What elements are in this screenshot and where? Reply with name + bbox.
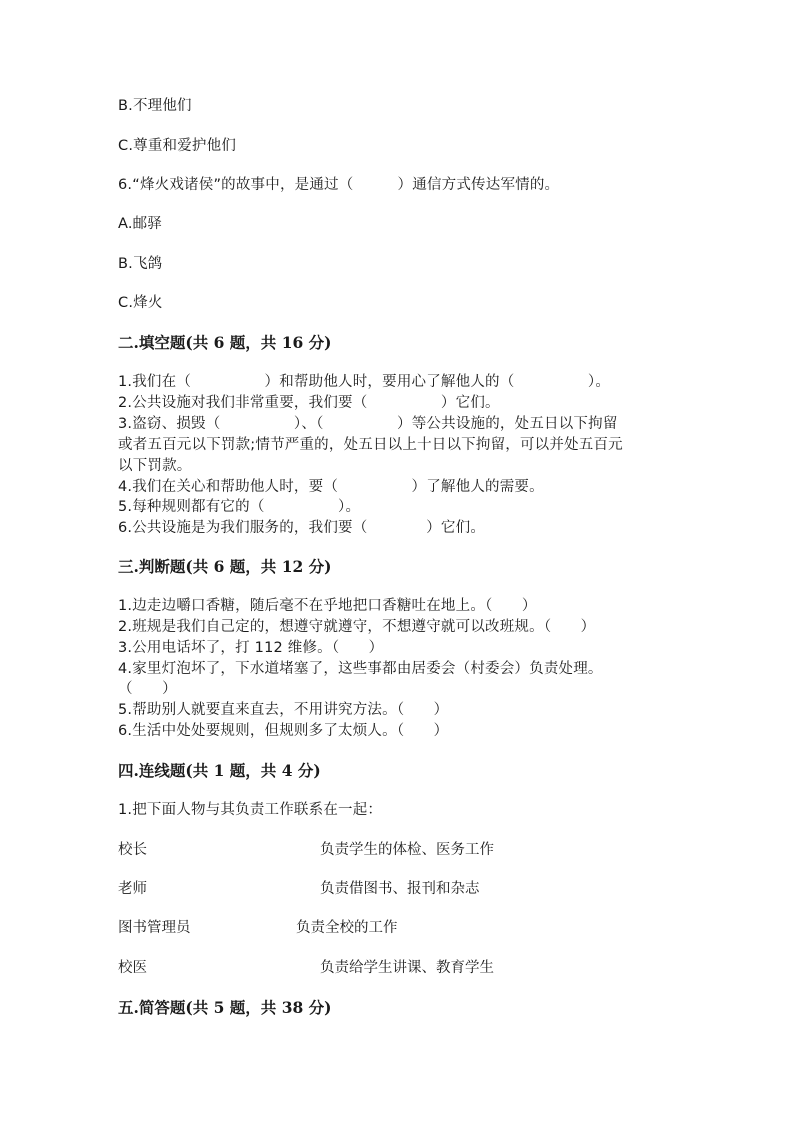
match-left-item: 校长: [118, 842, 147, 858]
section4-prompt: 1.把下面人物与其负责工作联系在一起：: [118, 802, 383, 818]
section3-item: 2.班规是我们自己定的，想遵守就遵守，不想遵守就可以改班规。（ ）: [118, 619, 596, 635]
section3-item: 3.公用电话坏了，打 112 维修。（ ）: [118, 640, 384, 656]
match-right-item: 负责学生的体检、医务工作: [320, 842, 494, 858]
section2-item: 以下罚款。: [118, 458, 192, 474]
section4-heading: 四.连线题(共 1 题，共 4 分): [118, 761, 321, 780]
section2-item: 2.公共设施对我们非常重要，我们要（ ）它们。: [118, 395, 500, 411]
match-left-item: 图书管理员: [118, 920, 191, 936]
section2-item: 5.每种规则都有它的（ ）。: [118, 499, 361, 515]
q6-stem: 6.“烽火戏诸侯”的故事中，是通过（ ）通信方式传达军情的。: [118, 177, 560, 193]
section2-item: 1.我们在（ ）和帮助他人时，要用心了解他人的（ ）。: [118, 374, 611, 390]
match-right-item: 负责全校的工作: [296, 920, 398, 936]
section2-item: 或者五百元以下罚款;情节严重的，处五日以上十日以下拘留，可以并处五百元: [118, 437, 623, 453]
section3-heading: 三.判断题(共 6 题，共 12 分): [118, 557, 332, 576]
q5-option-b: B.不理他们: [118, 98, 192, 114]
section5-heading: 五.简答题(共 5 题，共 38 分): [118, 998, 332, 1017]
section2-item: 6.公共设施是为我们服务的，我们要（ ）它们。: [118, 520, 486, 536]
match-right-item: 负责给学生讲课、教育学生: [320, 960, 494, 976]
section3-item: 1.边走边嚼口香糖，随后毫不在乎地把口香糖吐在地上。（ ）: [118, 598, 537, 614]
section2-item: 4.我们在关心和帮助他人时，要（ ）了解他人的需要。: [118, 479, 544, 495]
q6-option-b: B.飞鸽: [118, 256, 163, 272]
section3-item: （ ）: [118, 681, 177, 697]
section3-item: 4.家里灯泡坏了，下水道堵塞了，这些事都由居委会（村委会）负责处理。: [118, 661, 603, 677]
section3-item: 5.帮助别人就要直来直去，不用讲究方法。（ ）: [118, 702, 449, 718]
section3-item: 6.生活中处处要规则，但规则多了太烦人。（ ）: [118, 723, 449, 739]
section2-heading: 二.填空题(共 6 题，共 16 分): [118, 333, 332, 352]
q6-option-a: A.邮驿: [118, 216, 163, 232]
match-left-item: 老师: [118, 881, 147, 897]
section2-item: 3.盗窃、损毁（ ）、（ ）等公共设施的，处五日以下拘留: [118, 416, 618, 432]
q6-option-c: C.烽火: [118, 295, 163, 311]
match-left-item: 校医: [118, 960, 147, 976]
q5-option-c: C.尊重和爱护他们: [118, 138, 237, 154]
match-right-item: 负责借图书、报刊和杂志: [320, 881, 480, 897]
